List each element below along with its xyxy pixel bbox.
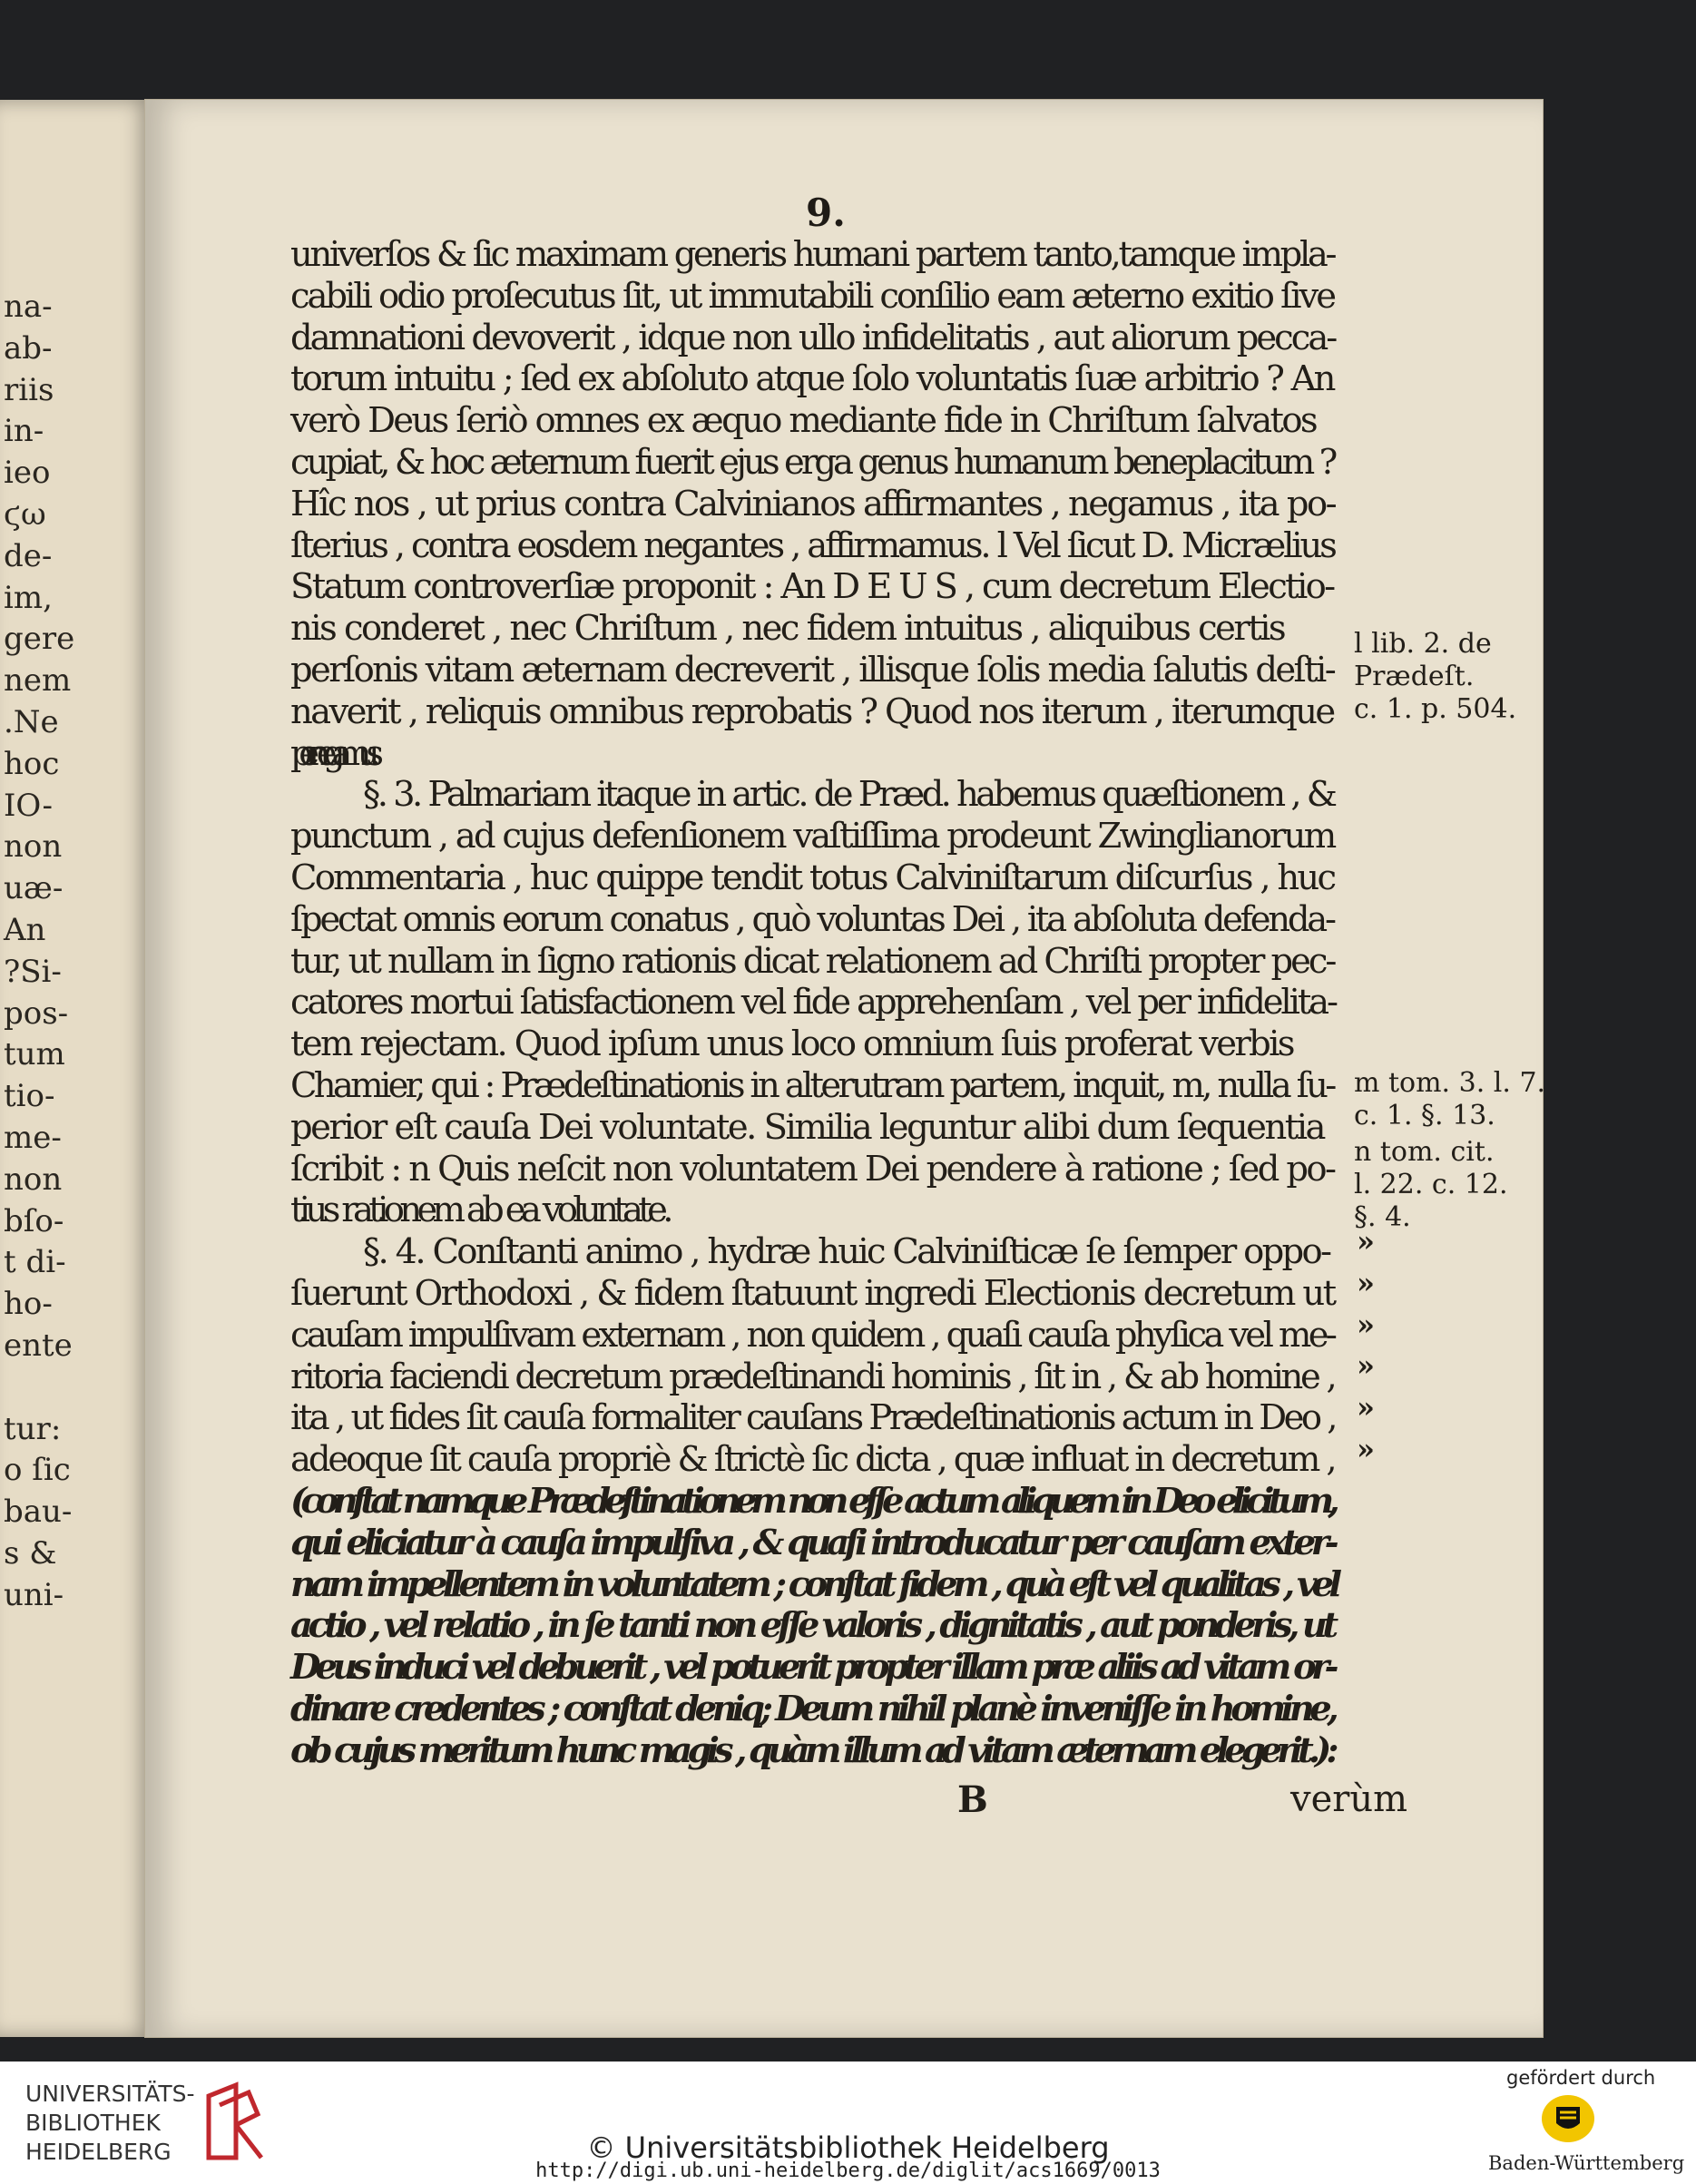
prev-page-line: t di- bbox=[4, 1244, 66, 1281]
prev-page-line: ente bbox=[4, 1327, 73, 1364]
prev-page-line: ϛω bbox=[4, 496, 46, 533]
text-line: ſcribit : n Quis neſcit non voluntatem Dei pendere à ratione ; ſed po- bbox=[290, 1148, 1335, 1190]
text-line: catores mortui ſatisfactionem vel fide apprehenſam , vel per infidelita- bbox=[290, 982, 1336, 1023]
text-line: univerſos & ſic maximam generis humani partem tanto,tamque impla- bbox=[290, 234, 1335, 275]
prev-page-line: .Ne bbox=[4, 704, 59, 740]
baden-wuerttemberg-crest-icon[interactable] bbox=[1540, 2091, 1596, 2147]
text-line: §. 4. Conſtanti animo , hydræ huic Calviniſticæ ſe ſemper oppo- bbox=[363, 1231, 1330, 1273]
margin-note-l: l lib. 2. de Prædeſt. c. 1. p. 504. bbox=[1354, 628, 1517, 725]
margin-note-m: m tom. 3. l. 7. c. 1. §. 13. bbox=[1354, 1067, 1546, 1131]
text-line: Commentaria , huc quippe tendit totus Calviniſtarum diſcurſus , huc bbox=[290, 857, 1335, 898]
book-page bbox=[145, 100, 1546, 2037]
text-line: ſpectat omnis eorum conatus , quò voluntas Dei , ita abſoluta defenda- bbox=[290, 898, 1334, 940]
funded-by-label: gefördert durch bbox=[1506, 2067, 1656, 2089]
text-line: cabili odio proſecutus ſit, ut immutabili conſilio eam æterno exitio ſive bbox=[290, 275, 1334, 317]
text-line: ita , ut fides ſit cauſa formaliter cauſans Prædeſtinationis actum in Deo , bbox=[290, 1397, 1336, 1439]
text-line: tem rejectam. Quod ipſum unus loco omnium ſuis proferat verbis bbox=[290, 1023, 1293, 1065]
text-line: ob cujus meritum hunc magis , quàm illum ad vitam æternam elegerit.): bbox=[290, 1729, 1334, 1771]
prev-page-line: bſo- bbox=[4, 1202, 64, 1239]
text-line: ritoria faciendi decretum prædeſtinandi hominis , ſit in , & ab homine , bbox=[290, 1356, 1335, 1397]
prev-page-line: tur: bbox=[4, 1410, 62, 1447]
footer-bar bbox=[0, 2062, 1696, 2184]
prev-page-line: tum bbox=[4, 1036, 65, 1073]
prev-page-line: non bbox=[4, 1161, 63, 1198]
copyright-notice: © Universitätsbibliothek Heidelberg bbox=[586, 2130, 1110, 2165]
signature-mark: B bbox=[957, 1778, 988, 1821]
university-library-name[interactable]: UNIVERSITÄTS- BIBLIOTHEK HEIDELBERG bbox=[25, 2081, 195, 2165]
prev-page-line: IO- bbox=[4, 787, 54, 824]
body-text bbox=[290, 234, 1488, 1771]
text-line: punctum , ad cujus defenſionem vaſtiſſima prodeunt Zwinglianorum bbox=[290, 816, 1335, 857]
text-line: dinare credentes ; conſtat deniq; Deum nihil planè inveniſſe in homine, bbox=[290, 1688, 1335, 1729]
text-line: Chamier, qui : Prædeſtinationis in alterutram partem, inquit, m, nulla ſu- bbox=[290, 1064, 1334, 1106]
page-number: 9. bbox=[806, 191, 846, 235]
prev-page-line: na- bbox=[4, 289, 53, 325]
permalink-url[interactable]: http://digi.ub.uni-heidelberg.de/diglit/acs1669/0013 bbox=[535, 2160, 1161, 2182]
text-line: Statum controverſiæ proponit : An D E U S , cum decretum Electio- bbox=[290, 566, 1334, 608]
prev-page-line: tio- bbox=[4, 1078, 55, 1115]
prev-page-line: de- bbox=[4, 537, 53, 574]
prev-page-line: o ſic bbox=[4, 1452, 71, 1489]
text-line: nam impellentem in voluntatem ; conſtat fidem , quà eſt vel qualitas , vel bbox=[290, 1563, 1338, 1605]
prev-page-line: hoc bbox=[4, 745, 60, 782]
text-line: cauſam impulſivam externam , non quidem , quaſi cauſa phyſica vel me- bbox=[290, 1314, 1335, 1356]
text-line: Hîc nos , ut prius contra Calvinianos affirmantes , negamus , ita po- bbox=[290, 483, 1336, 524]
text-line: torum intuitu ; ſed ex abſoluto atque ſolo voluntatis ſuæ arbitrio ? An bbox=[290, 358, 1334, 400]
text-line: ſterius , contra eosdem negantes , affirmamus. l Vel ſicut D. Micrælius bbox=[290, 524, 1335, 566]
previous-page-fragment bbox=[0, 100, 154, 2037]
prev-page-line: pos- bbox=[4, 994, 69, 1032]
margin-note-n: n tom. cit. l. 22. c. 12. §. 4. bbox=[1354, 1136, 1508, 1233]
text-line: perſonis vitam æternam decreverit , illisque ſolis media ſalutis deſti- bbox=[290, 649, 1335, 690]
text-line: verò Deus ſeriò omnes ex æquo mediante fide in Chriſtum ſalvatos bbox=[290, 400, 1316, 442]
prev-page-line: uni- bbox=[4, 1576, 64, 1613]
text-line: §. 3. Palmariam itaque in artic. de Præd. habemus quæſtionem , & bbox=[363, 774, 1335, 816]
prev-page-line: in- bbox=[4, 413, 44, 450]
prev-page-line: s & bbox=[4, 1535, 57, 1572]
catchword: verùm bbox=[1290, 1778, 1408, 1820]
prev-page-line: nem bbox=[4, 662, 72, 700]
text-line: pernegamus. bbox=[290, 732, 368, 774]
prev-page-line: im, bbox=[4, 579, 53, 616]
funder-name: Baden-Württemberg bbox=[1488, 2152, 1685, 2174]
prev-page-line: uæ- bbox=[4, 870, 64, 907]
text-line: (conſtat namque Prædeſtinationem non eſſe actum aliquem in Deo elicitum, bbox=[290, 1480, 1334, 1522]
prev-page-line: non bbox=[4, 828, 63, 866]
text-line: perior eſt cauſa Dei voluntate. Similia leguntur alibi dum ſequentia bbox=[290, 1106, 1324, 1148]
prev-page-line: ieo bbox=[4, 455, 51, 492]
prev-page-line: ab- bbox=[4, 329, 53, 367]
text-line: nis conderet , nec Chriſtum , nec fidem intuitus , aliquibus certis bbox=[290, 608, 1285, 650]
text-line: adeoque ſit cauſa propriè & ſtrictè ſic dicta , quæ influat in decretum , bbox=[290, 1439, 1335, 1481]
prev-page-line: An bbox=[4, 912, 46, 948]
prev-page-line: bau- bbox=[4, 1494, 73, 1531]
text-line: Deus induci vel debuerit , vel potuerit propter illam præ aliis ad vitam or- bbox=[290, 1647, 1334, 1689]
text-line: actio , vel relatio , in ſe tanti non eſſe valoris , dignitatis , aut ponderis, ut bbox=[290, 1605, 1334, 1647]
prev-page-line: me- bbox=[4, 1120, 62, 1156]
text-line: cupiat, & hoc æternum fuerit ejus erga genus humanum beneplacitum ? bbox=[290, 441, 1335, 483]
prev-page-line: riis bbox=[4, 371, 54, 408]
prev-page-line: gere bbox=[4, 621, 75, 658]
prev-page-line: ho- bbox=[4, 1286, 53, 1323]
text-line: naverit , reliquis omnibus reprobatis ? Quod nos iterum , iterumque bbox=[290, 690, 1334, 732]
text-line: qui eliciatur à cauſa impulſiva , & quaſi introducatur per cauſam exter- bbox=[290, 1522, 1335, 1563]
text-line: ſuerunt Orthodoxi , & fidem ſtatuunt ingredi Electionis decretum ut bbox=[290, 1272, 1335, 1314]
prev-page-line: ?Si- bbox=[4, 953, 62, 990]
text-line: tur, ut nullam in ſigno rationis dicat relationem ad Chriſti propter pec- bbox=[290, 940, 1335, 982]
text-line: tius rationem ab ea voluntate. bbox=[290, 1190, 669, 1231]
text-line: damnationi devoverit , idque non ullo infidelitatis , aut aliorum pecca- bbox=[290, 317, 1336, 358]
quotation-marks-column: » » » » » » bbox=[1357, 1224, 1375, 1466]
